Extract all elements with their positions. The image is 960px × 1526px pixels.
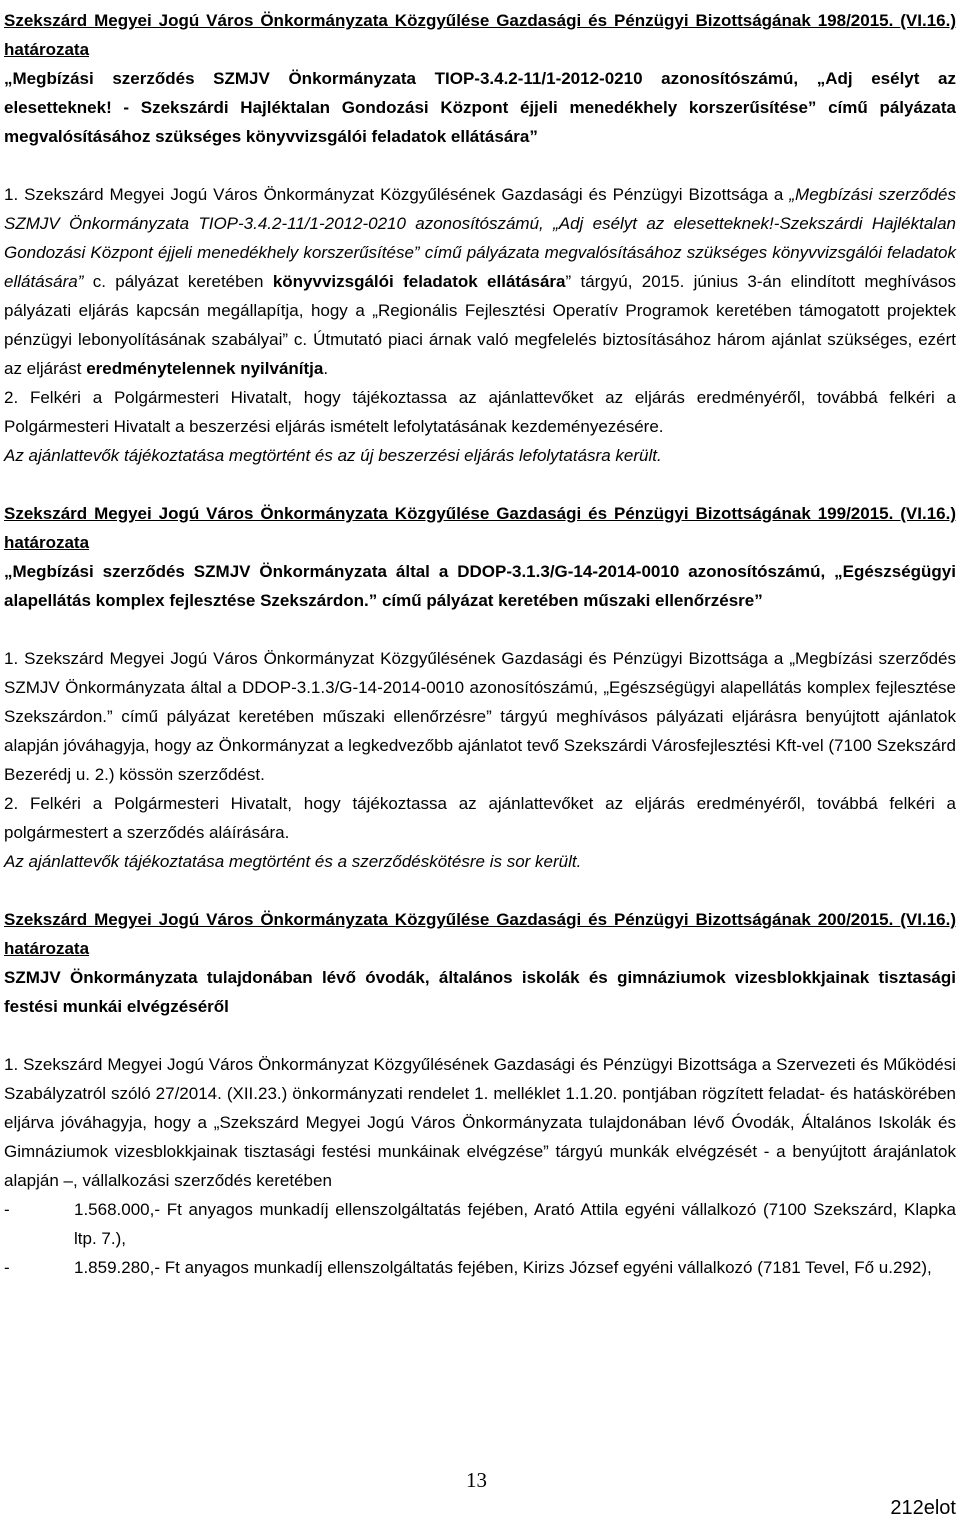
list-item-text: 1.568.000,- Ft anyagos munkadíj ellenszolgáltatás fejében, Arató Attila egyéni vállalkozó (7100 Szekszárd, Klapka ltp. 7.), bbox=[74, 1200, 956, 1248]
resolution-198-subject: „Megbízási szerződés SZMJV Önkormányzata TIOP-3.4.2-11/1-2012-0210 azonosítószámú, „Adj esélyt az elesetteknek! - Szekszárdi Hajléktalan Gondozási Központ éjjeli menedékhely korszerűsítése” című pályázata megvalósításához szükséges könyvvizsgálói feladatok ellátására” bbox=[4, 69, 956, 146]
resolution-199-heading: Szekszárd Megyei Jogú Város Önkormányzata Közgyűlése Gazdasági és Pénzügyi Bizottságának 199/2015. (VI.16.) határozata bbox=[4, 504, 956, 552]
resolution-199-note: Az ajánlattevők tájékoztatása megtörtént és a szerződéskötésre is sor került. bbox=[4, 852, 582, 871]
list-item-text: 1.859.280,- Ft anyagos munkadíj ellenszolgáltatás fejében, Kirizs József egyéni vállalkozó (7181 Tevel, Fő u.292), bbox=[74, 1258, 932, 1277]
resolution-200-subject: SZMJV Önkormányzata tulajdonában lévő óvodák, általános iskolák és gimnáziumok vizesblokkjainak tisztasági festési munkái elvégzéséről bbox=[4, 968, 956, 1016]
resolution-198-note: Az ajánlattevők tájékoztatása megtörtént és az új beszerzési eljárás lefolytatásra került. bbox=[4, 446, 662, 465]
watermark-text: 212elot bbox=[890, 1497, 956, 1519]
resolution-198-point-1 bbox=[4, 180, 956, 383]
resolution-199-subject: „Megbízási szerződés SZMJV Önkormányzata által a DDOP-3.1.3/G-14-2014-0010 azonosítószámú, „Egészségügyi alapellátás komplex fejlesztése Szekszárdon.” című pályázat keretében műszaki ellenőrzésre” bbox=[4, 562, 956, 610]
list-dash: - bbox=[4, 1258, 10, 1277]
text-run: 1. Szekszárd Megyei Jogú Város Önkormányzat Közgyűlésének Gazdasági és Pénzügyi Bizottsága a bbox=[4, 185, 790, 204]
page-number: 13 bbox=[466, 1468, 487, 1492]
subject-reference: „Megbízási szerződés SZMJV Önkormányzata TIOP-3.4.2-11/1-2012-0210 azonosítószámú, „Adj esélyt az elesetteknek!-Szekszárdi Hajléktalan Gondozási Központ éjjeli menedékhely korszerűsítése” című pályázata megvalósításához szükséges könyvvizsgálói feladatok ellátására” bbox=[4, 185, 957, 291]
resolution-198-point-2: 2. Felkéri a Polgármesteri Hivatalt, hogy tájékoztassa az ajánlattevőket az eljárás eredményéről, továbbá felkéri a Polgármesteri Hivatalt a beszerzési eljárás ismételt lefolytatásának kezdeményezésére. bbox=[4, 388, 956, 436]
text-run: ” tárgyú, 2015. június 3-án elindított meghívásos pályázati eljárás kapcsán megállapítja, hogy a „Regionális Fejlesztési Operatív Programok keretében támogatott projektek pénzügyi lebonyolításának szabályai” c. Útmutató piaci árnak való megfelelés biztosításához három ajánlat szükséges, ezért az eljárást bbox=[4, 272, 956, 378]
text-run: c. pályázat keretében bbox=[83, 272, 273, 291]
resolution-199-point-2: 2. Felkéri a Polgármesteri Hivatalt, hogy tájékoztassa az ajánlattevőket az eljárás eredményéről, továbbá felkéri a polgármestert a szerződés aláírására. bbox=[4, 794, 956, 842]
document-page bbox=[4, 6, 956, 1282]
resolution-198-heading: Szekszárd Megyei Jogú Város Önkormányzata Közgyűlése Gazdasági és Pénzügyi Bizottságának 198/2015. (VI.16.) határozata bbox=[4, 11, 956, 59]
bold-decision: eredménytelennek nyilvánítja bbox=[86, 359, 324, 378]
list-dash: - bbox=[4, 1200, 10, 1219]
list-item bbox=[4, 1253, 956, 1282]
resolution-199-point-1: 1. Szekszárd Megyei Jogú Város Önkormányzat Közgyűlésének Gazdasági és Pénzügyi Bizottsága a „Megbízási szerződés SZMJV Önkormányzata által a DDOP-3.1.3/G-14-2014-0010 azonosítószámú, „Egészségügyi alapellátás komplex fejlesztése Szekszárdon.” című pályázat keretében műszaki ellenőrzésre” tárgyú meghívásos pályázati eljárásra benyújtott ajánlatok alapján jóváhagyja, hogy az Önkormányzat a legkedvezőbb ajánlatot tevő Szekszárdi Városfejlesztési Kft-vel (7100 Szekszárd Bezerédj u. 2.) kössön szerződést. bbox=[4, 649, 956, 784]
text-run: . bbox=[323, 359, 329, 378]
list-item bbox=[4, 1195, 956, 1253]
resolution-200-heading: Szekszárd Megyei Jogú Város Önkormányzata Közgyűlése Gazdasági és Pénzügyi Bizottságának 200/2015. (VI.16.) határozata bbox=[4, 910, 956, 958]
bold-term: könyvvizsgálói feladatok ellátására bbox=[272, 272, 566, 291]
resolution-200-point-1: 1. Szekszárd Megyei Jogú Város Önkormányzat Közgyűlésének Gazdasági és Pénzügyi Bizottsága a Szervezeti és Működési Szabályzatról szóló 27/2014. (XII.23.) önkormányzati rendelet 1. melléklet 1.1.20. pontjában rögzített feladat- és hatáskörében eljárva jóváhagyja, hogy a „Szekszárd Megyei Jogú Város Önkormányzata tulajdonában lévő Óvodák, Általános Iskolák és Gimnáziumok vizesblokkjainak tisztasági festési munkáinak elvégzése” tárgyú munkák elvégzését - a benyújtott árajánlatok alapján –, vállalkozási szerződés keretében bbox=[4, 1055, 956, 1190]
